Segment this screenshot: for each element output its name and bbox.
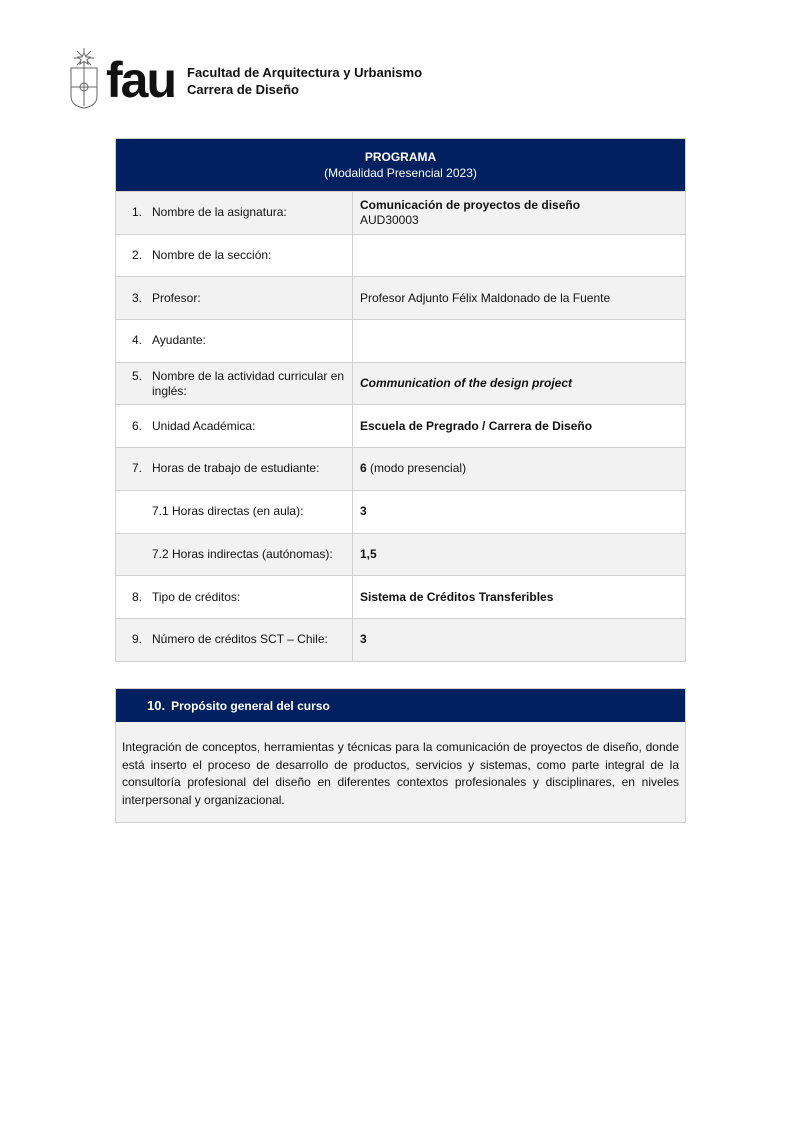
row-value: 3 [360, 632, 367, 647]
section-number: 10. [147, 698, 166, 713]
table-row [116, 575, 685, 618]
row-number: 6. [132, 418, 143, 433]
row-value: Sistema de Créditos Transferibles [360, 589, 554, 604]
program-table [115, 138, 686, 662]
row-label: Nombre de la actividad curricular en inglés: [152, 368, 345, 398]
table-row [116, 533, 685, 576]
row-value: 3 [360, 504, 367, 519]
section-title: Propósito general del curso [171, 698, 330, 713]
row-label: 7.2 Horas indirectas (autónomas): [152, 546, 333, 561]
table-row [116, 191, 685, 234]
logo-wordmark: fau [106, 52, 175, 108]
table-row [116, 447, 685, 490]
row-label: Ayudante: [152, 333, 206, 348]
table-row [116, 618, 685, 661]
row-number: 5. [132, 368, 143, 383]
purpose-section [115, 688, 686, 823]
row-number: 4. [132, 333, 143, 348]
course-name: Comunicación de proyectos de diseño [360, 197, 581, 212]
table-row [116, 234, 685, 277]
purpose-text: Integración de conceptos, herramientas y técnicas para la comunicación de proyectos de diseño, donde está inserto el proceso de desarrollo de productos, servicios y sistemas, como parte integral de la consultoría profesional del diseño en diferentes contextos profesionales y disciplinares, en niveles interpersonal y organizacional. [116, 722, 685, 822]
program-subtitle: (Modalidad Presencial 2023) [324, 166, 477, 180]
row-label: Número de créditos SCT – Chile: [152, 632, 328, 647]
row-label: Nombre de la asignatura: [152, 205, 287, 220]
row-value-note: (modo presencial) [366, 461, 467, 476]
row-number: 8. [132, 589, 143, 604]
row-value: 6 [360, 461, 367, 476]
course-code: AUD30003 [360, 212, 419, 227]
table-row [116, 404, 685, 447]
row-number: 2. [132, 248, 143, 263]
purpose-header [116, 689, 685, 722]
row-number: 7. [132, 461, 143, 476]
table-row [116, 362, 685, 405]
row-label: Tipo de créditos: [152, 589, 241, 604]
row-label: 7.1 Horas directas (en aula): [152, 504, 304, 519]
row-number: 9. [132, 632, 143, 647]
row-label: Profesor: [152, 290, 201, 305]
faculty-logo [68, 46, 422, 110]
row-value: Communication of the design project [360, 376, 573, 391]
table-row [116, 319, 685, 362]
university-crest-icon [68, 46, 100, 110]
row-label: Nombre de la sección: [152, 248, 272, 263]
row-number: 3. [132, 290, 143, 305]
program-title: PROGRAMA [364, 150, 437, 164]
table-row [116, 490, 685, 533]
row-label: Horas de trabajo de estudiante: [152, 461, 320, 476]
row-number: 1. [132, 205, 143, 220]
table-row [116, 276, 685, 319]
program-table-header [116, 139, 685, 191]
row-label: Unidad Académica: [152, 418, 256, 433]
faculty-name: Facultad de Arquitectura y Urbanismo [187, 65, 423, 80]
row-value: Profesor Adjunto Félix Maldonado de la Fuente [360, 290, 611, 305]
row-value: 1,5 [360, 546, 377, 561]
row-value: Escuela de Pregrado / Carrera de Diseño [360, 418, 593, 433]
career-name: Carrera de Diseño [187, 82, 299, 97]
